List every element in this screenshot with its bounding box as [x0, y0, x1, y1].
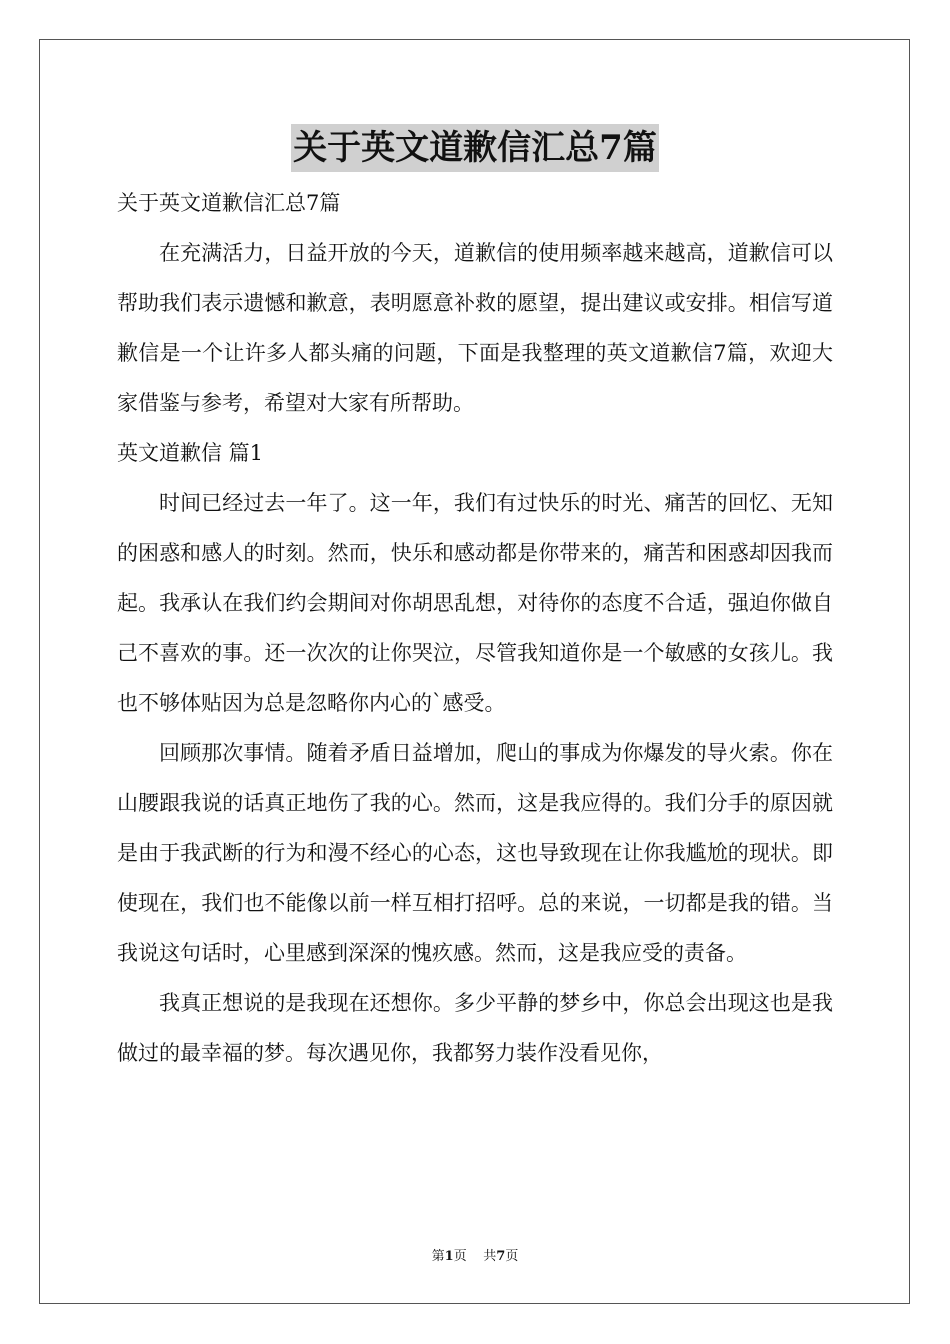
page-suffix: 页	[453, 1249, 467, 1264]
document-body	[117, 178, 833, 1078]
document-title: 关于英文道歉信汇总7篇	[291, 124, 659, 172]
body-paragraph-3: 我真正想说的是我现在还想你。多少平静的梦乡中，你总会出现这也是我做过的最幸福的梦。每次遇见你，我都努力装作没看见你，	[117, 991, 833, 1065]
body-paragraph-2: 回顾那次事情。随着矛盾日益增加，爬山的事成为你爆发的导火索。你在山腰跟我说的话真正地伤了我的心。然而，这是我应得的。我们分手的原因就是由于我武断的行为和漫不经心的心态，这也导致现在让你我尴尬的现状。即使现在，我们也不能像以前一样互相打招呼。总的来说，一切都是我的错。当我说这句话时，心里感到深深的愧疚感。然而，这是我应受的责备。	[117, 741, 833, 965]
total-prefix: 共	[483, 1249, 497, 1264]
subtitle-line: 关于英文道歉信汇总7篇	[117, 191, 341, 215]
section-heading: 英文道歉信 篇1	[117, 441, 264, 465]
page-prefix: 第	[431, 1249, 445, 1264]
title-wrap	[0, 124, 950, 172]
page-footer	[0, 1248, 950, 1266]
total-pages: 7	[496, 1249, 506, 1264]
body-paragraph-1: 时间已经过去一年了。这一年，我们有过快乐的时光、痛苦的回忆、无知的困惑和感人的时刻。然而，快乐和感动都是你带来的，痛苦和困惑却因我而起。我承认在我们约会期间对你胡思乱想，对待你的态度不合适，强迫你做自己不喜欢的事。还一次次的让你哭泣，尽管我知道你是一个敏感的女孩儿。我也不够体贴因为总是忽略你内心的`感受。	[117, 491, 833, 715]
page-number: 1	[444, 1249, 454, 1264]
intro-paragraph: 在充满活力，日益开放的今天，道歉信的使用频率越来越高，道歉信可以帮助我们表示遗憾和歉意，表明愿意补救的愿望，提出建议或安排。相信写道歉信是一个让许多人都头痛的问题，下面是我整理的英文道歉信7篇，欢迎大家借鉴与参考，希望对大家有所帮助。	[117, 241, 833, 415]
total-suffix: 页	[505, 1249, 519, 1264]
